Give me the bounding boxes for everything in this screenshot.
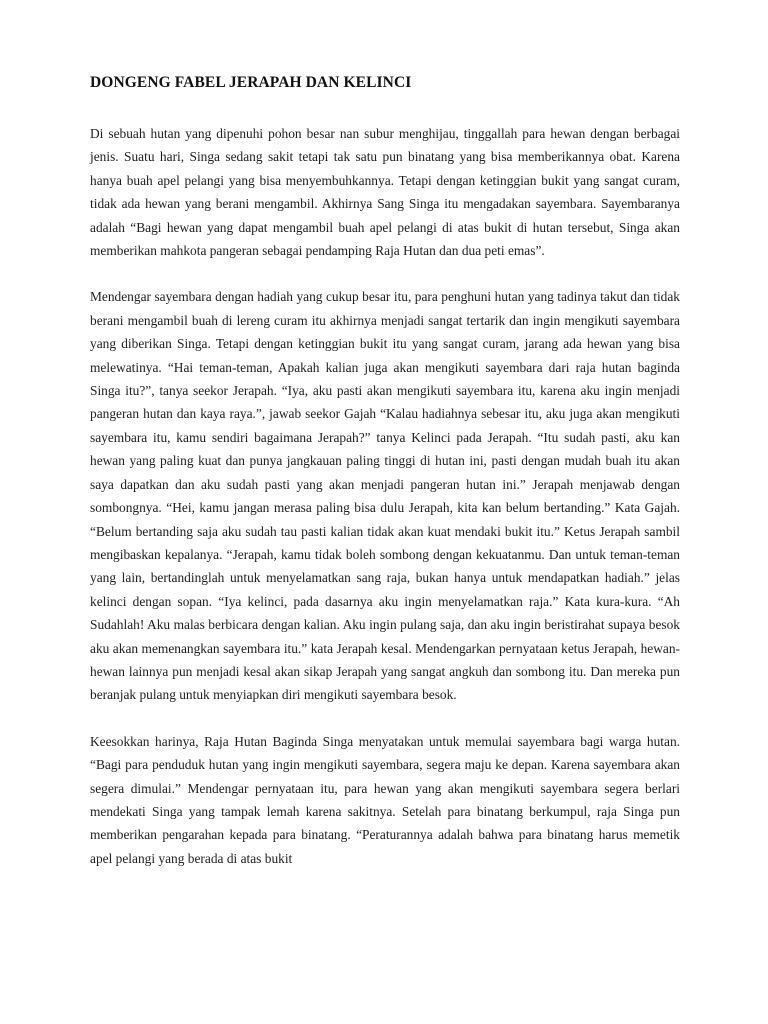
paragraph: Di sebuah hutan yang dipenuhi pohon besar nan subur menghijau, tinggallah para hewan dengan berbagai jenis. Suatu hari, Singa sedang sakit tetapi tak satu pun binatang yang bisa memberikannya obat. Karena hanya buah apel pelangi yang bisa menyembuhkannya. Tetapi dengan ketinggian bukit yang sangat curam, tidak ada hewan yang berani mengambil. Akhirnya Sang Singa itu mengadakan sayembara. Sayembaranya adalah “Bagi hewan yang dapat mengambil buah apel pelangi di atas bukit di hutan tersebut, Singa akan memberikan mahkota pangeran sebagai pendamping Raja Hutan dan dua peti emas”. xyxy=(90,126,680,259)
document-body xyxy=(90,72,680,870)
document-title: DONGENG FABEL JERAPAH DAN KELINCI xyxy=(90,74,412,91)
paragraph: Keesokkan harinya, Raja Hutan Baginda Singa menyatakan untuk memulai sayembara bagi warga hutan. “Bagi para penduduk hutan yang ingin mengikuti sayembara, segera maju ke depan. Karena sayembara akan segera dimulai.” Mendengar pernyataan itu, para hewan yang akan mengikuti sayembara segera berlari mendekati Singa yang tampak lemah karena sakitnya. Setelah para binatang berkumpul, raja Singa pun memberikan pengarahan kepada para binatang. “Peraturannya adalah bahwa para binatang harus memetik apel pelangi yang berada di atas bukit xyxy=(90,733,680,866)
paragraph: Mendengar sayembara dengan hadiah yang cukup besar itu, para penghuni hutan yang tadinya takut dan tidak berani mengambil buah di lereng curam itu akhirnya menjadi sangat tertarik dan ingin mengikuti sayembara yang diberikan Singa. Tetapi dengan ketinggian bukit itu yang sangat curam, jarang ada hewan yang bisa melewatinya. “Hai teman-teman, Apakah kalian juga akan mengikuti sayembara dari raja hutan baginda Singa itu?”, tanya seekor Jerapah. “Iya, aku pasti akan mengikuti sayembara itu, karena aku ingin menjadi pangeran hutan dan kaya raya.”, jawab seekor Gajah “Kalau hadiahnya sebesar itu, aku juga akan mengikuti sayembara itu, kamu sendiri bagaimana Jerapah?” tanya Kelinci pada Jerapah. “Itu sudah pasti, aku kan hewan yang paling kuat dan punya jangkauan paling tinggi di hutan ini, pasti dengan mudah buah itu akan saya dapatkan dan aku sudah pasti yang akan menjadi pangeran hutan ini.” Jerapah menjawab dengan sombongnya. “Hei, kamu jangan merasa paling bisa dulu Jerapah, kita kan belum bertanding.” Kata Gajah. “Belum bertanding saja aku sudah tau pasti kalian tidak akan kuat mendaki bukit itu.” Ketus Jerapah sambil mengibaskan kepalanya. “Jerapah, kamu tidak boleh sombong dengan kekuatanmu. Dan untuk teman-teman yang lain, bertandinglah untuk menyelamatkan sang raja, bukan hanya untuk mendapatkan hadiah.” jelas kelinci dengan sopan. “Iya kelinci, pada dasarnya aku ingin menyelamatkan raja.” Kata kura-kura. “Ah Sudahlah! Aku malas berbicara dengan kalian. Aku ingin pulang saja, dan aku ingin beristirahat supaya besok aku akan memenangkan sayembara itu.” kata Jerapah kesal. Mendengarkan pernyataan ketus Jerapah, hewan-hewan lainnya pun menjadi kesal akan sikap Jerapah yang sangat angkuh dan sombong itu. Dan mereka pun beranjak pulang untuk menyiapkan diri mengikuti sayembara besok. xyxy=(90,289,680,703)
